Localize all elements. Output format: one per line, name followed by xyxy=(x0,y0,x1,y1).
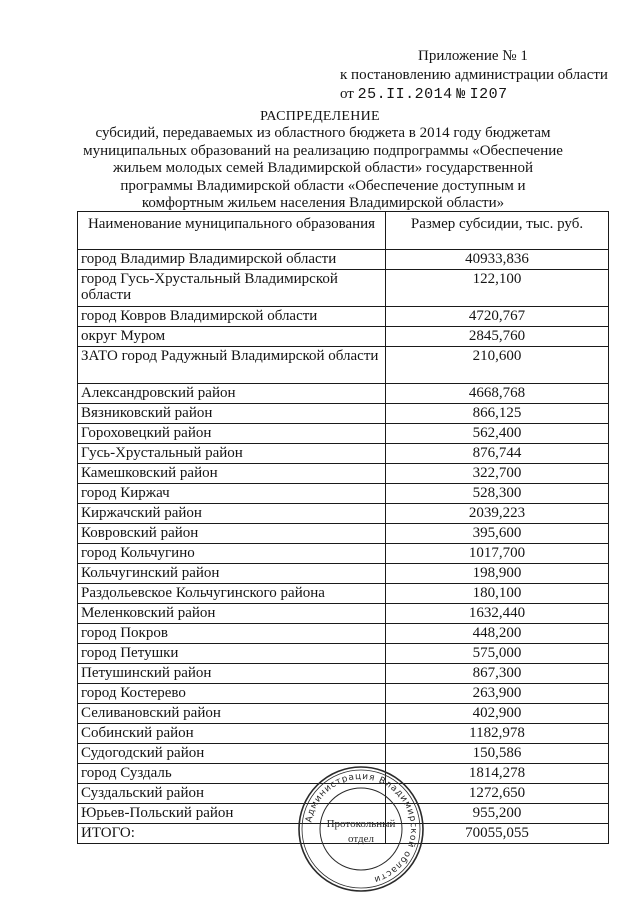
document-title: РАСПРЕДЕЛЕНИЕ xyxy=(260,109,380,124)
row-value: 2039,223 xyxy=(386,504,609,524)
table-row xyxy=(78,484,609,504)
row-name: Селивановский район xyxy=(78,704,386,724)
row-value: 867,300 xyxy=(386,664,609,684)
row-name: Суздальский район xyxy=(78,784,386,804)
appendix-resolution: к постановлению администрации области xyxy=(340,67,608,83)
table-row xyxy=(78,327,609,347)
row-name: Гусь-Хрустальный район xyxy=(78,444,386,464)
row-value: 40933,836 xyxy=(386,250,609,270)
row-value: 1272,650 xyxy=(386,784,609,804)
date-prefix: от xyxy=(340,86,354,102)
row-value: 150,586 xyxy=(386,744,609,764)
stamp-center-line1: Протокольный xyxy=(326,818,396,830)
row-name: округ Муром xyxy=(78,327,386,347)
appendix-date-line xyxy=(340,85,610,104)
row-value: 1632,440 xyxy=(386,604,609,624)
table-row xyxy=(78,504,609,524)
table-row xyxy=(78,270,609,307)
appendix-block xyxy=(340,47,610,104)
header-municipality: Наименование муниципального образования xyxy=(78,212,386,250)
table-row xyxy=(78,684,609,704)
table-row xyxy=(78,604,609,624)
table-row xyxy=(78,307,609,327)
table-row xyxy=(78,464,609,484)
table-header-row xyxy=(78,212,609,250)
table-row xyxy=(78,744,609,764)
row-name: Юрьев-Польский район xyxy=(78,804,386,824)
official-stamp xyxy=(297,765,425,893)
row-name: Петушинский район xyxy=(78,664,386,684)
table-row xyxy=(78,524,609,544)
document-subtitle: субсидий, передаваемых из областного бюджета в 2014 году бюджетам муниципальных образований на реализацию подпрограммы «Обеспечение жильем молодых семей Владимирской области» государственной программы Владимирской области «Обеспечение доступным и комфортным жильем населения Владимирской области» xyxy=(83,125,563,211)
row-name: город Костерево xyxy=(78,684,386,704)
row-value: 448,200 xyxy=(386,624,609,644)
table-row xyxy=(78,564,609,584)
table-row xyxy=(78,704,609,724)
total-label: ИТОГО: xyxy=(78,824,386,844)
table-row xyxy=(78,384,609,404)
row-value: 876,744 xyxy=(386,444,609,464)
row-value: 180,100 xyxy=(386,584,609,604)
row-value: 4720,767 xyxy=(386,307,609,327)
table-row xyxy=(78,624,609,644)
table-row xyxy=(78,584,609,604)
table-row xyxy=(78,544,609,564)
table-row xyxy=(78,724,609,744)
row-name: Кольчугинский район xyxy=(78,564,386,584)
row-name: Киржачский район xyxy=(78,504,386,524)
row-name: Судогодский район xyxy=(78,744,386,764)
row-name: город Петушки xyxy=(78,644,386,664)
row-value: 263,900 xyxy=(386,684,609,704)
row-value: 122,100 xyxy=(386,270,609,307)
row-value: 198,900 xyxy=(386,564,609,584)
row-name: город Гусь-Хрустальный Владимирской области xyxy=(78,270,386,307)
date-value: 25.II.2014 xyxy=(357,86,453,103)
row-value: 322,700 xyxy=(386,464,609,484)
row-name: Меленковский район xyxy=(78,604,386,624)
resolution-number: I207 xyxy=(469,86,508,103)
table-row xyxy=(78,644,609,664)
table-row xyxy=(78,664,609,684)
table-row xyxy=(78,250,609,270)
table-row xyxy=(78,424,609,444)
table-row xyxy=(78,404,609,424)
table-row xyxy=(78,347,609,384)
row-value: 1017,700 xyxy=(386,544,609,564)
row-value: 395,600 xyxy=(386,524,609,544)
row-name: город Кольчугино xyxy=(78,544,386,564)
row-name: Камешковский район xyxy=(78,464,386,484)
row-name: Собинский район xyxy=(78,724,386,744)
row-value: 4668,768 xyxy=(386,384,609,404)
row-value: 1814,278 xyxy=(386,764,609,784)
stamp-ring-text: Администрация Владимирской области xyxy=(304,771,419,885)
row-value: 575,000 xyxy=(386,644,609,664)
row-name: Раздольевское Кольчугинского района xyxy=(78,584,386,604)
row-name: Александровский район xyxy=(78,384,386,404)
row-name: Ковровский район xyxy=(78,524,386,544)
row-value: 528,300 xyxy=(386,484,609,504)
row-value: 866,125 xyxy=(386,404,609,424)
row-name: город Киржач xyxy=(78,484,386,504)
row-value: 2845,760 xyxy=(386,327,609,347)
stamp-center-line2: отдел xyxy=(348,833,374,845)
header-subsidy: Размер субсидии, тыс. руб. xyxy=(386,212,609,250)
row-value: 1182,978 xyxy=(386,724,609,744)
row-name: город Суздаль xyxy=(78,764,386,784)
row-value: 402,900 xyxy=(386,704,609,724)
table-row xyxy=(78,444,609,464)
row-name: Вязниковский район xyxy=(78,404,386,424)
appendix-title: Приложение № 1 xyxy=(418,48,528,64)
row-name: город Ковров Владимирской области xyxy=(78,307,386,327)
row-value: 562,400 xyxy=(386,424,609,444)
row-name: город Покров xyxy=(78,624,386,644)
row-name: город Владимир Владимирской области xyxy=(78,250,386,270)
row-name: ЗАТО город Радужный Владимирской области xyxy=(78,347,386,384)
row-value: 955,200 xyxy=(386,804,609,824)
number-sign: № xyxy=(456,86,466,103)
row-name: Гороховецкий район xyxy=(78,424,386,444)
total-value: 70055,055 xyxy=(386,824,609,844)
subsidy-table xyxy=(77,211,609,844)
row-value: 210,600 xyxy=(386,347,609,384)
